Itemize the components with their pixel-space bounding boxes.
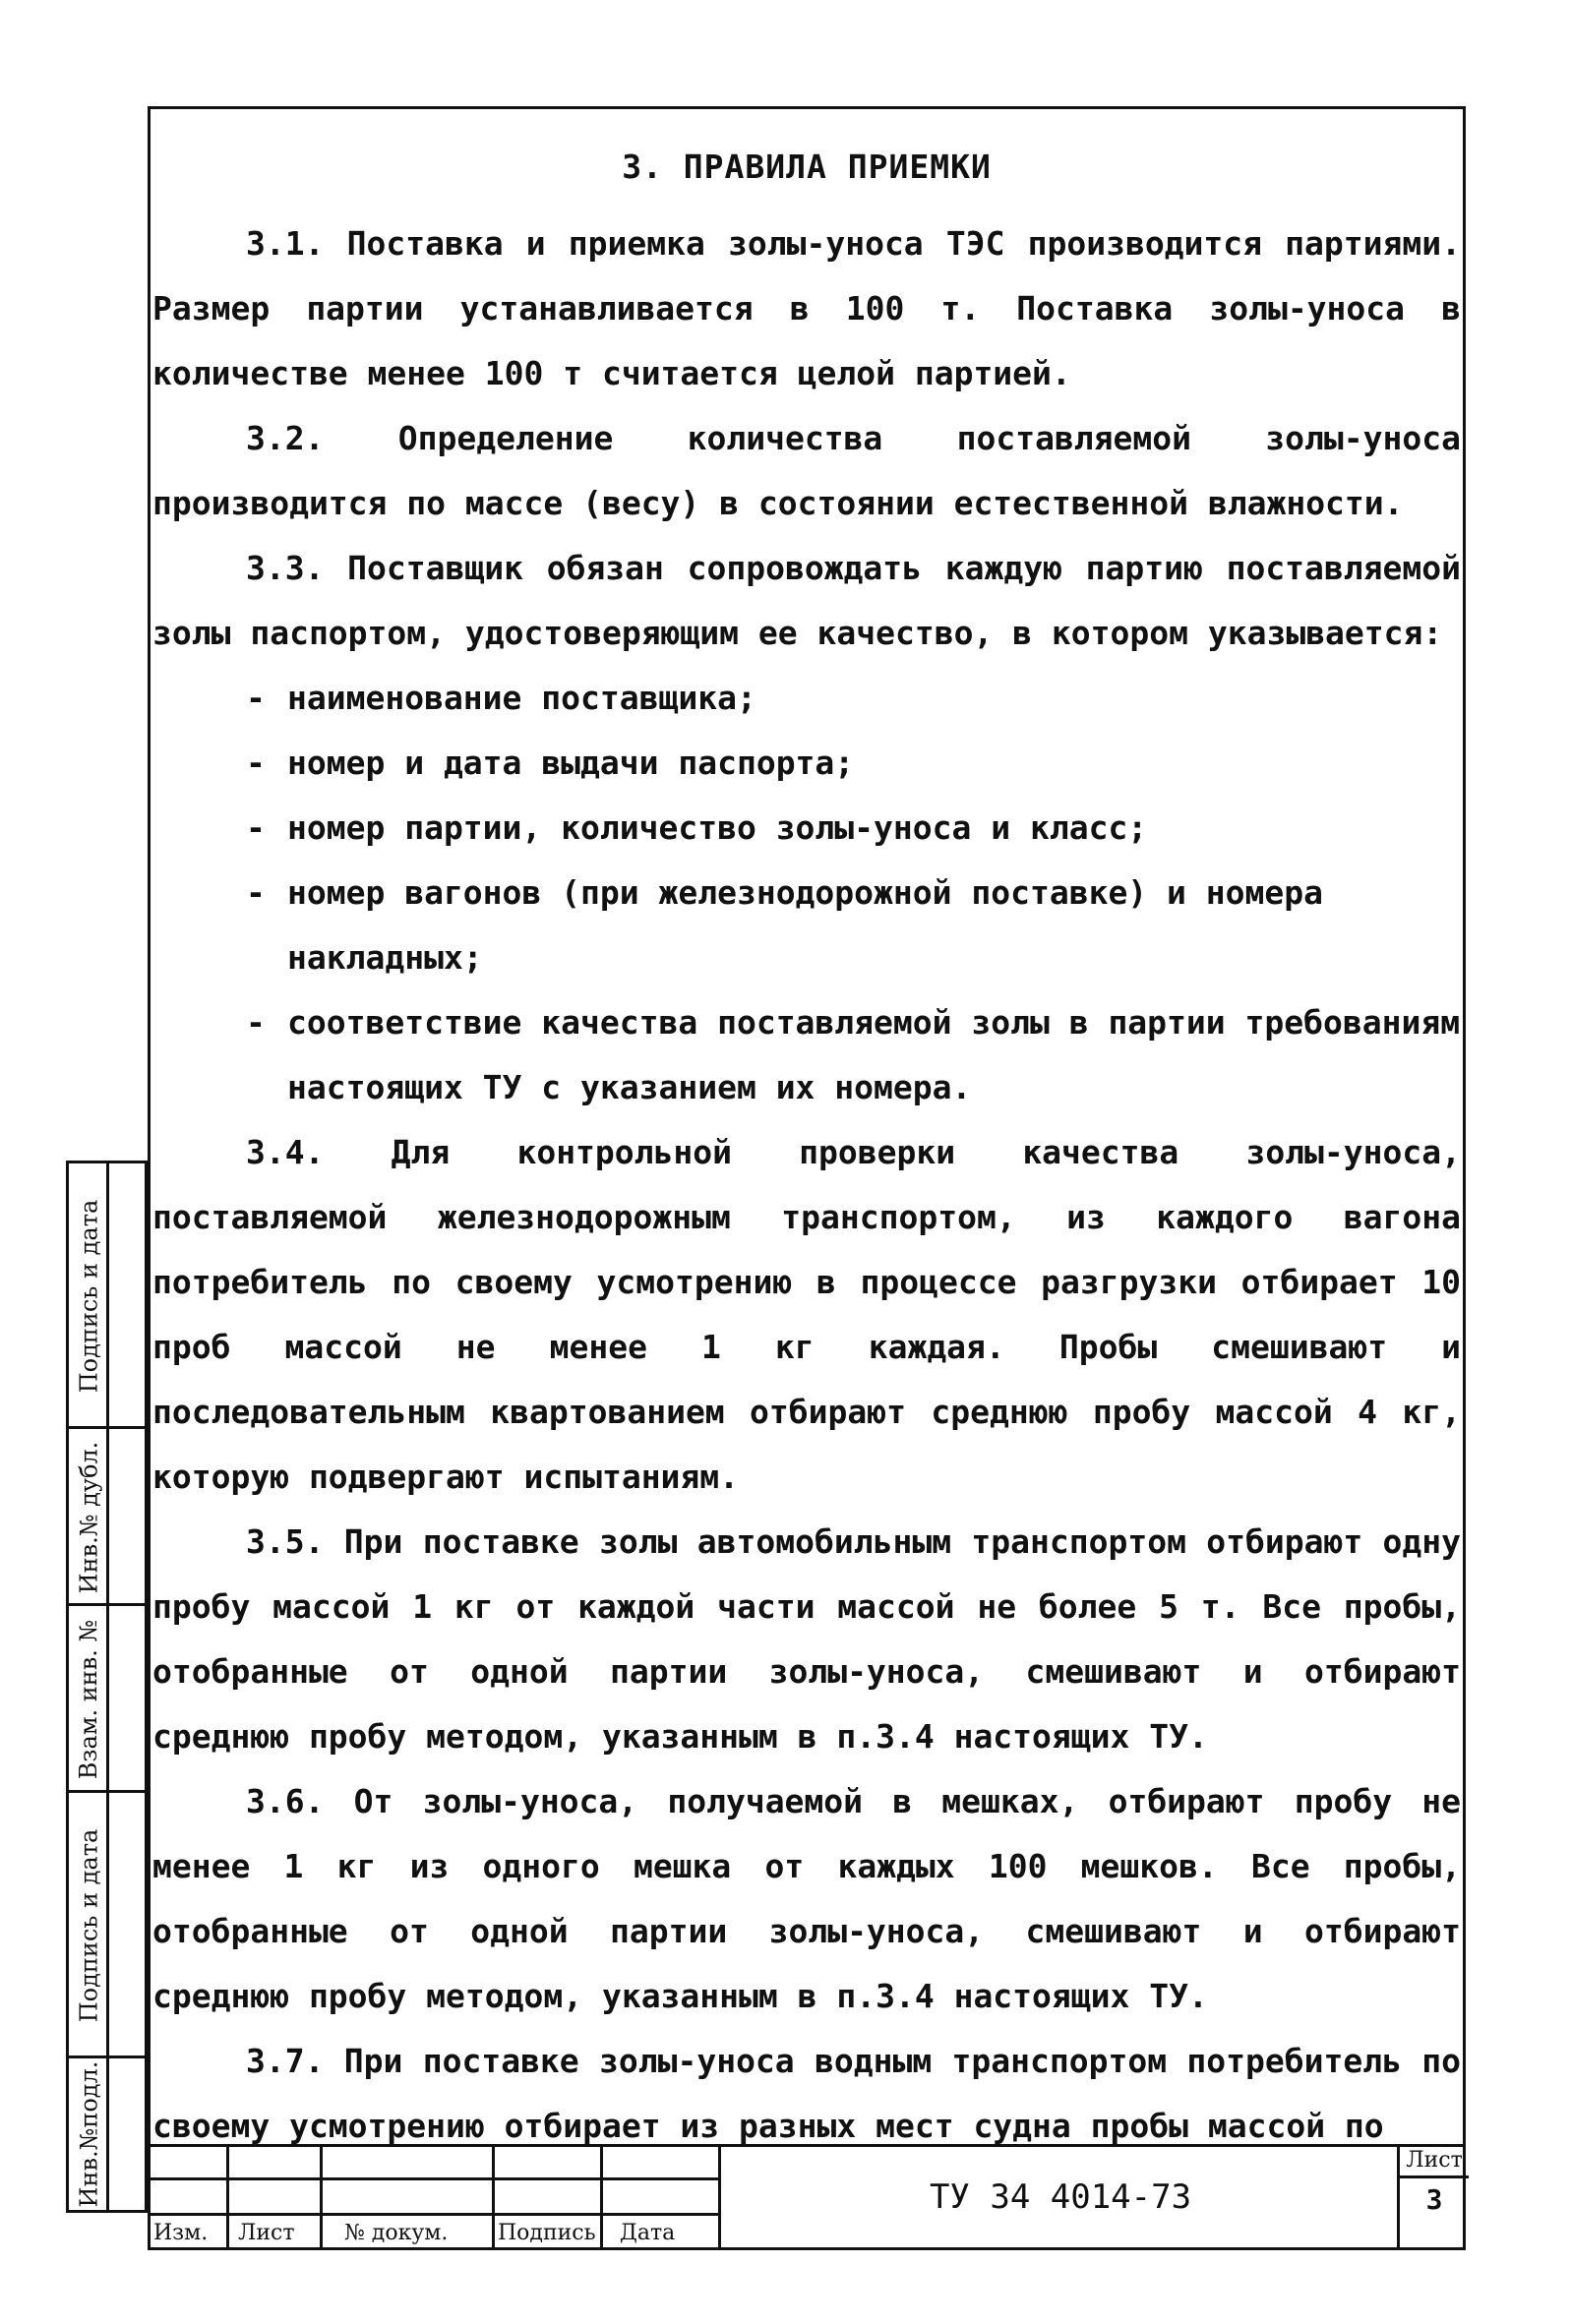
paragraph-3-6: 3.6. От золы-уноса, получаемой в мешках, отбирают пробу не менее 1 кг из одного мешка от каждых 100 мешков. Все пробы, отобранные от одной партии золы-уноса, смешивают и отбирают среднюю пробу методом, указанным в п.3.4 настоящих ТУ. <box>152 1782 1461 2015</box>
document-body <box>152 148 1461 2159</box>
paragraph-3-2: 3.2. Определение количества поставляемой золы-уноса производится по массе (весу) в состоянии естественной влажности. <box>152 419 1461 522</box>
section-heading: 3. ПРАВИЛА ПРИЕМКИ <box>622 148 992 186</box>
paragraph-3-7: 3.7. При поставке золы-уноса водным транспортом потребитель по своему усмотрению отбирает из разных мест судна пробы массой по <box>152 2042 1461 2145</box>
grid-rule <box>148 2177 718 2180</box>
col-signature-label: Подпись <box>498 2221 596 2245</box>
col-sheet-label: Лист <box>238 2221 295 2245</box>
side-stamp-signature-date-2: Подпись и дата <box>75 1828 102 2023</box>
paragraph-3-4: 3.4. Для контрольной проверки качества золы-уноса, поставляемой железнодорожным транспортом, из каждого вагона потребитель по своему усмотрению в процессе разгрузки отбирает 10 проб массой не менее 1 кг каждая. Пробы смешивают и последовательным квартованием отбирают среднюю пробу массой 4 кг, которую подвергают испытаниям. <box>152 1133 1461 1496</box>
sheet-number: 3 <box>1425 2183 1443 2216</box>
paragraph-3-3: 3.3. Поставщик обязан сопровождать каждую партию поставляемой золы паспортом, удостоверяющим ее качество, в котором указывается: <box>152 549 1461 652</box>
paragraph-3-1: 3.1. Поставка и приемка золы-уноса ТЭС производится партиями. Размер партии устанавливается в 100 т. Поставка золы-уноса в количестве менее 100 т считается целой партией. <box>152 224 1461 392</box>
grid-rule <box>492 2144 495 2250</box>
list-item: - наименование поставщика; <box>246 679 756 717</box>
grid-rule <box>320 2144 323 2250</box>
col-change-label: Изм. <box>153 2221 209 2245</box>
passport-items-list <box>152 666 1461 1120</box>
title-block <box>148 2144 1466 2250</box>
side-stamp <box>66 1161 148 2213</box>
list-item: - номер партии, количество золы-уноса и класс; <box>246 808 1148 847</box>
revision-grid <box>148 2144 718 2250</box>
sheet-label: Лист <box>1400 2146 1469 2178</box>
col-doc-num-label: № докум. <box>344 2221 449 2245</box>
list-item: - соответствие качества поставляемой золы в партии требованиям настоящих ТУ с указанием их номера. <box>246 1003 1461 1106</box>
side-stamp-inv-dup: Инв.№ дубл. <box>75 1441 103 1594</box>
list-item: - номер и дата выдачи паспорта; <box>246 744 855 782</box>
side-stamp-signature-date-1: Подпись и дата <box>75 1199 102 1394</box>
document-code: ТУ 34 4014-73 <box>718 2144 1400 2250</box>
paragraph-3-5: 3.5. При поставке золы автомобильным транспортом отбирают одну пробу массой 1 кг от каждой части массой не более 5 т. Все пробы, отобранные от одной партии золы-уноса, смешивают и отбирают среднюю пробу методом, указанным в п.3.4 настоящих ТУ. <box>152 1522 1461 1756</box>
grid-rule <box>148 2213 718 2216</box>
side-stamp-replace-inv: Взам. инв. № <box>75 1619 102 1780</box>
grid-rule <box>600 2144 603 2250</box>
col-date-label: Дата <box>620 2221 676 2245</box>
sheet-box <box>1397 2144 1469 2250</box>
grid-rule <box>226 2144 229 2250</box>
list-item: - номер вагонов (при железнодорожной поставке) и номера накладных; <box>246 873 1323 977</box>
side-stamp-inv-orig: Инв.№подл. <box>75 2060 102 2208</box>
